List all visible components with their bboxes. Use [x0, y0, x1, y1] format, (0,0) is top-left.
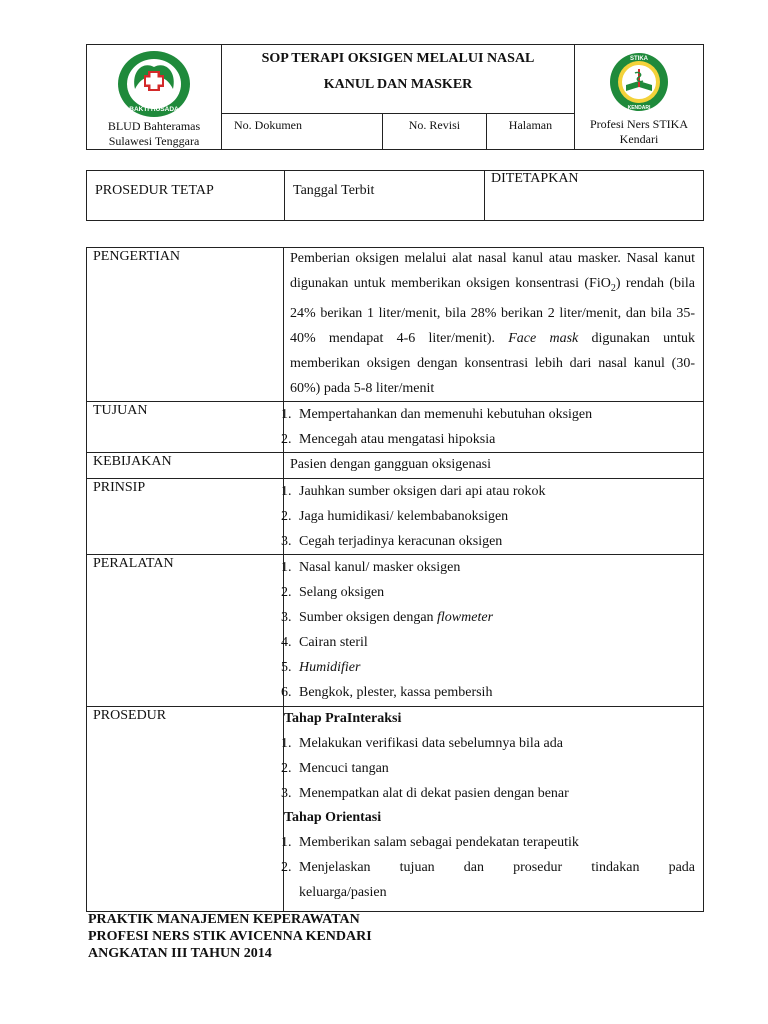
prosedur-tetap-label: PROSEDUR TETAP	[87, 171, 285, 221]
left-logo-cell	[87, 45, 222, 150]
left-org-line1: BLUD Bahteramas	[107, 119, 201, 133]
list-item: 3. Cegah terjadinya keracunan oksigen	[281, 533, 503, 549]
header-table	[86, 44, 704, 150]
stika-logo-icon	[608, 51, 670, 113]
sop-content-table	[86, 247, 704, 912]
kebijakan-text: Pasien dengan gangguan oksigenasi	[290, 456, 492, 472]
tanggal-terbit-cell: Tanggal Terbit	[285, 171, 485, 221]
row-kebijakan	[87, 452, 704, 478]
footer-line2: PROFESI NERS STIK AVICENNA KENDARI	[88, 929, 372, 944]
peralatan-list	[281, 555, 695, 705]
peralatan-label: PERALATAN	[87, 554, 284, 706]
list-item: 2. Jaga humidikasi/ kelembabanoksigen	[281, 508, 509, 524]
list-item: 1. Nasal kanul/ masker oksigen	[281, 559, 461, 575]
list-item: 6. Bengkok, plester, kassa pembersih	[281, 684, 493, 700]
right-org-line1: Profesi Ners STIKA	[590, 117, 688, 131]
tahap-prainteraksi-heading: Tahap PraInteraksi	[284, 710, 402, 726]
row-tujuan	[87, 401, 704, 452]
list-item: 2. Mencegah atau mengatasi hipoksia	[281, 431, 496, 447]
list-item: 2. Menjelaskan tujuan dan prosedur tindakan pada keluarga/pasien	[281, 859, 695, 900]
list-item: 2. Selang oksigen	[281, 584, 385, 600]
list-item: 3. Menempatkan alat di dekat pasien dengan benar	[281, 785, 569, 801]
list-item: 4. Cairan steril	[281, 634, 368, 650]
kebijakan-label: KEBIJAKAN	[87, 452, 284, 478]
prinsip-label: PRINSIP	[87, 478, 284, 554]
prosedur-label: PROSEDUR	[87, 706, 284, 911]
row-peralatan	[87, 554, 704, 706]
title-line2: KANUL DAN MASKER	[323, 77, 473, 92]
ditetapkan-cell: DITETAPKAN	[485, 171, 704, 221]
tujuan-label: TUJUAN	[87, 401, 284, 452]
row-prinsip	[87, 478, 704, 554]
right-org-line2: Kendari	[619, 132, 659, 146]
list-item: 1. Memberikan salam sebagai pendekatan terapeutik	[281, 834, 579, 850]
left-logo-text: BAKTI HUSADA	[129, 106, 179, 113]
prosedur-tetap-table	[86, 170, 704, 221]
bakti-husada-logo-icon	[113, 49, 195, 119]
list-item: 1. Jauhkan sumber oksigen dari api atau rokok	[281, 483, 546, 499]
right-logo-bottom-text: KENDARI	[627, 105, 651, 111]
tujuan-list	[281, 402, 695, 452]
no-dokumen-cell: No. Dokumen	[222, 113, 383, 149]
row-pengertian	[87, 248, 704, 402]
orientasi-list	[281, 830, 695, 905]
pengertian-content	[284, 248, 704, 402]
row-prosedur	[87, 706, 704, 911]
prinsip-list	[281, 479, 695, 554]
right-logo-cell	[575, 45, 704, 150]
document-title	[222, 45, 575, 114]
list-item: 3. Sumber oksigen dengan flowmeter	[281, 609, 494, 625]
right-logo-top-text: STIKA	[630, 56, 648, 62]
prainteraksi-list	[281, 731, 695, 806]
list-item: 1. Melakukan verifikasi data sebelumnya bila ada	[281, 735, 563, 751]
title-line1: SOP TERAPI OKSIGEN MELALUI NASAL	[261, 51, 535, 66]
footer-line1: PRAKTIK MANAJEMEN KEPERAWATAN	[88, 912, 360, 927]
no-revisi-cell: No. Revisi	[382, 113, 486, 149]
pengertian-label: PENGERTIAN	[87, 248, 284, 402]
pengertian-text: Pemberian oksigen melalui alat nasal kanul atau masker. Nasal kanut digunakan untuk memberikan oksigen konsentrasi (FiO$_2$) rendah (bila 24% berikan 1 liter/menit, bila 28% berikan 2 liter/menit, dan bila 35-40% mendapat 4-6 liter/menit). Face mask digunakan untuk memberikan oksigen dengan konsentrasi lebih dari nasal kanul (30-60%) pada 5-8 liter/menit	[290, 251, 695, 396]
tahap-orientasi-heading: Tahap Orientasi	[284, 809, 382, 825]
left-org-line2: Sulawesi Tenggara	[108, 134, 200, 148]
list-item: 2. Mencuci tangan	[281, 760, 389, 776]
list-item: 5. Humidifier	[281, 659, 361, 675]
footer-line3: ANGKATAN III TAHUN 2014	[88, 946, 272, 961]
halaman-cell: Halaman	[486, 113, 574, 149]
list-item: 1. Mempertahankan dan memenuhi kebutuhan oksigen	[281, 406, 593, 422]
footer	[88, 911, 372, 962]
